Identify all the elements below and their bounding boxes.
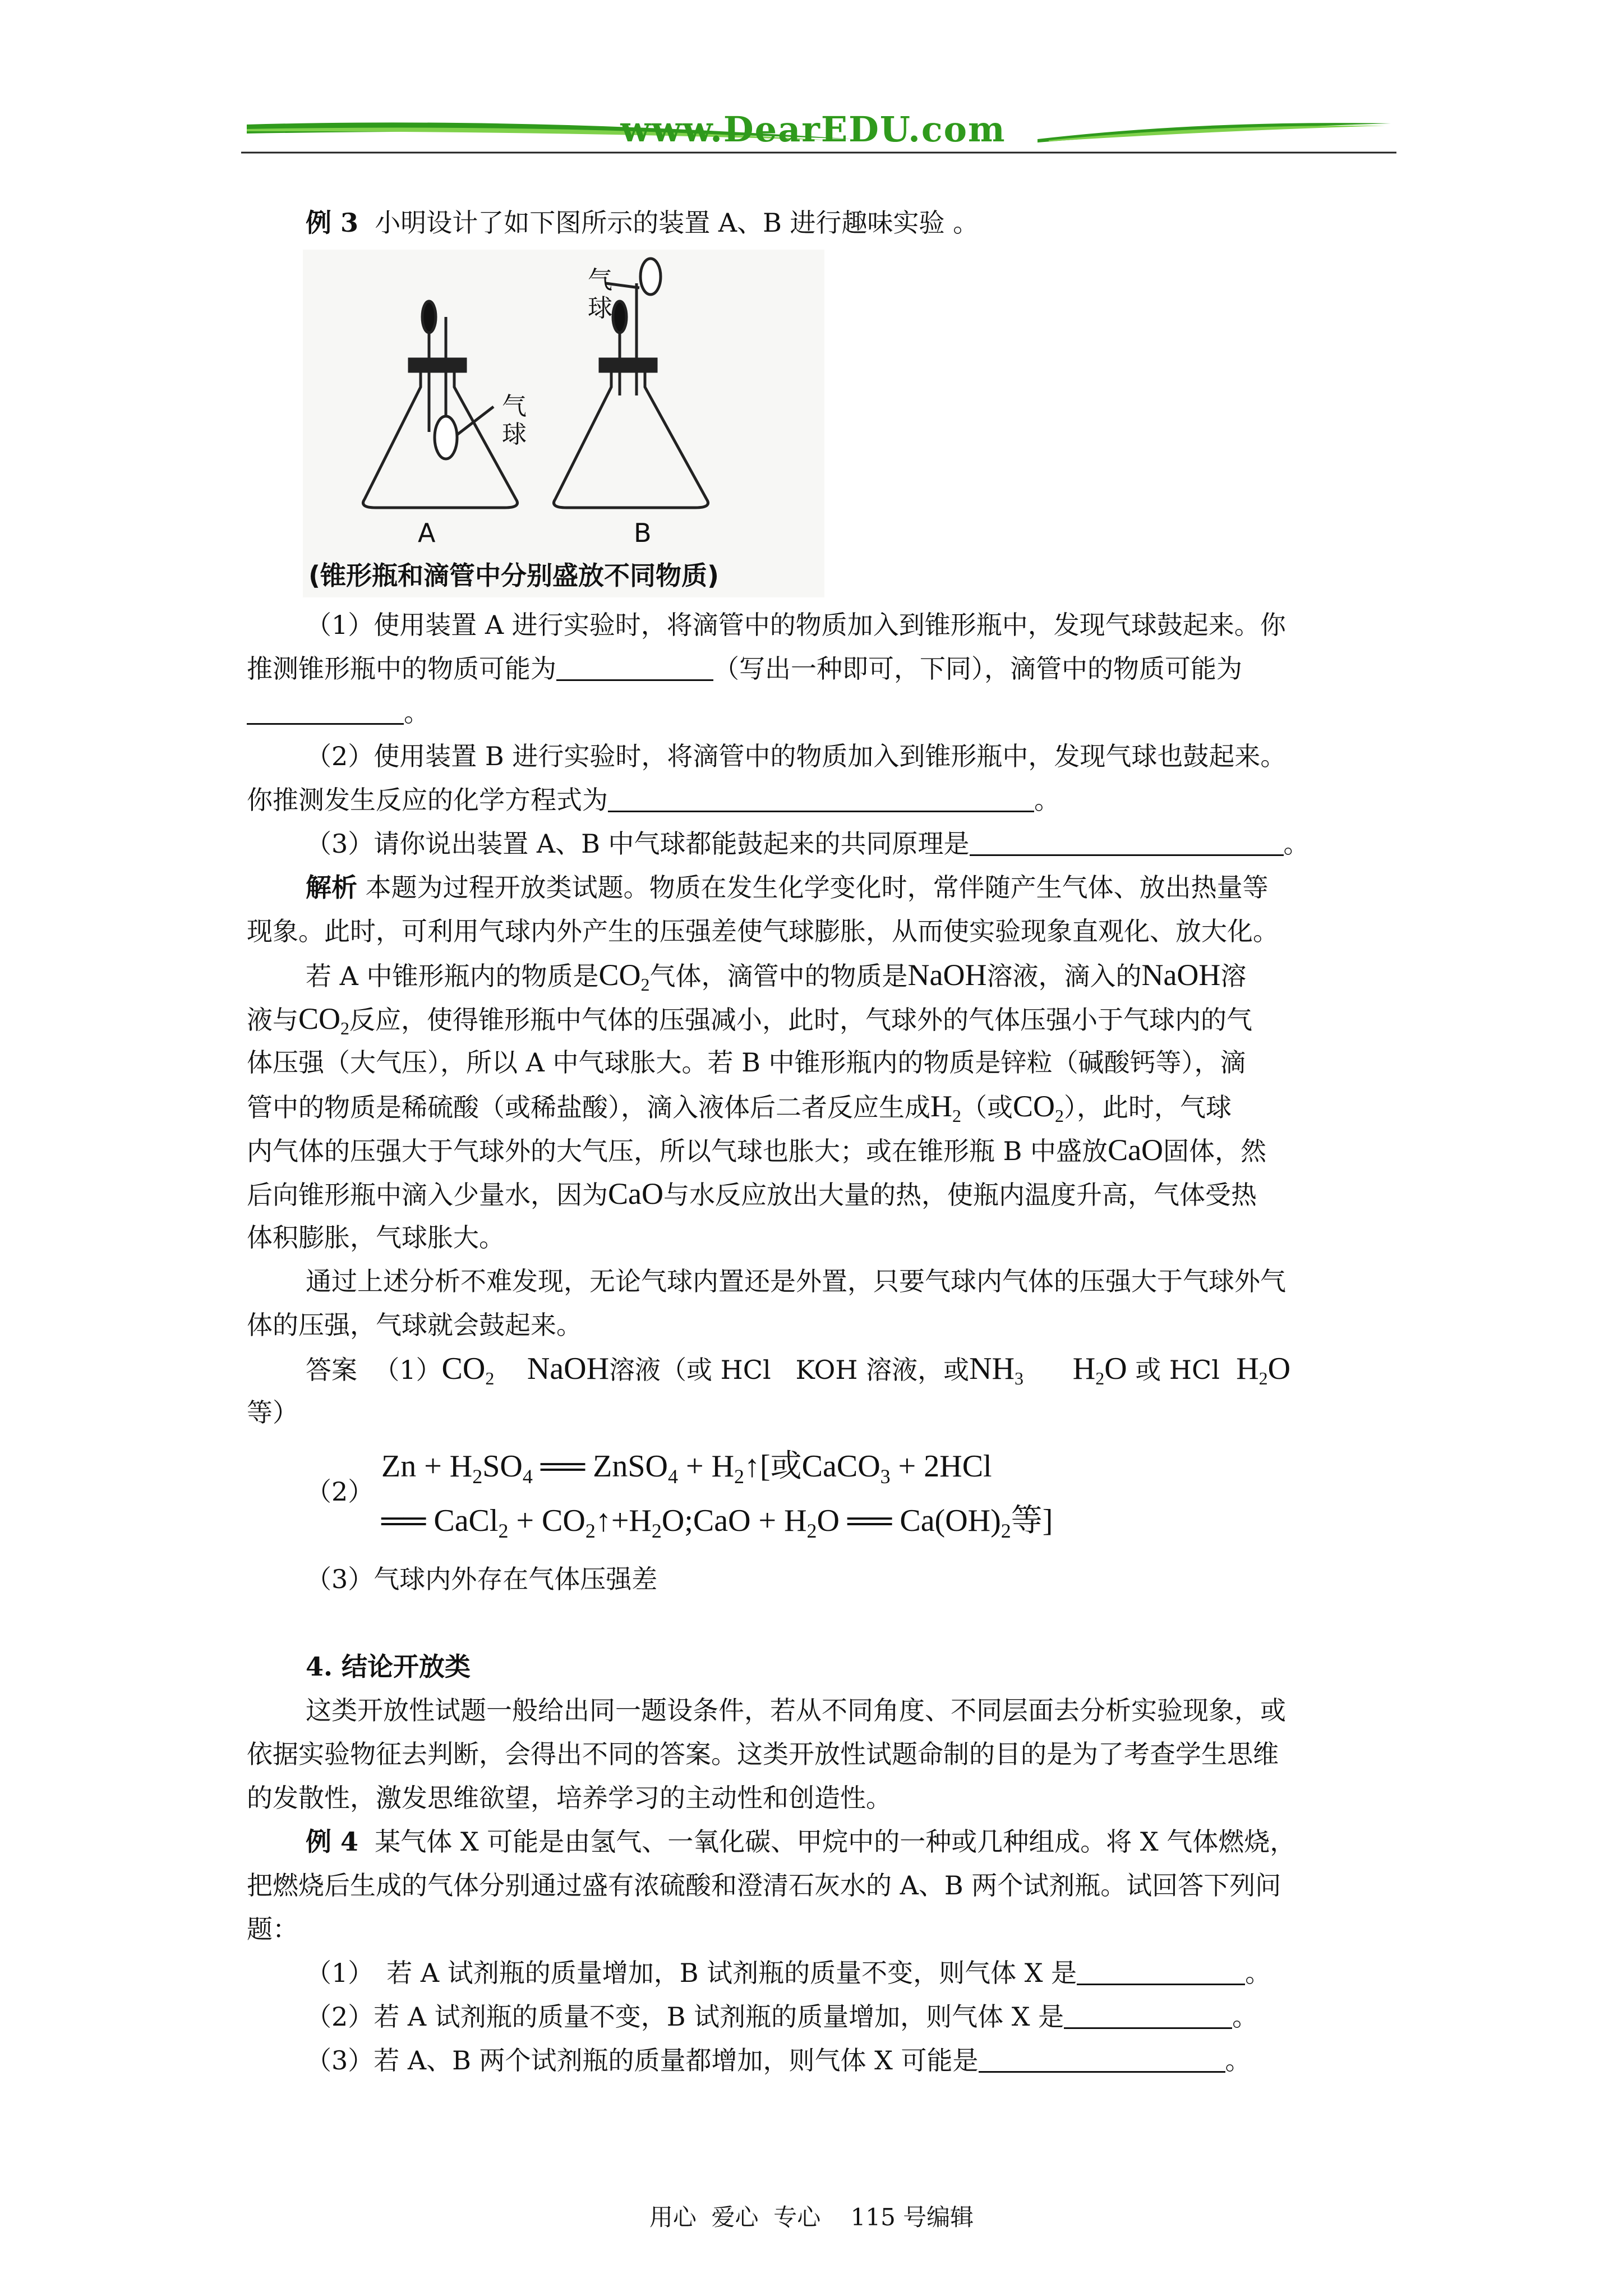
answer-blank[interactable] xyxy=(1077,1954,1245,1985)
example4-q1: （1） 若 A 试剂瓶的质量增加，B 试剂瓶的质量不变，则气体 X 是 。 xyxy=(306,1951,1271,1995)
answer-line1-end: 等） xyxy=(247,1397,298,1428)
figure-caption: (锥形瓶和滴管中分别盛放不同物质) xyxy=(308,560,720,591)
section4-line2: 依据实验物征去判断，会得出不同的答案。这类开放性试题命制的目的是为了考查学生思维 xyxy=(247,1739,1279,1769)
example3-q1-line2: 推测锥形瓶中的物质可能为 （写出一种即可，下同），滴管中的物质可能为 xyxy=(247,647,1242,691)
analysis-line4: 液与$CO_2$反应，使得锥形瓶中气体的压强减小，此时，气球外的气体压强小于气球内的气 xyxy=(247,1002,1253,1038)
analysis-line1: 解析 本题为过程开放类试题。物质在发生化学变化时，常伴随产生气体、放出热量等 xyxy=(306,872,1269,903)
flask-b-label: B xyxy=(634,518,652,548)
answer-blank[interactable] xyxy=(970,825,1284,856)
example4-q2: （2）若 A 试剂瓶的质量不变，B 试剂瓶的质量增加，则气体 X 是 。 xyxy=(306,1995,1258,2039)
example4-line2: 把燃烧后生成的气体分别通过盛有浓硫酸和澄清石灰水的 A、B 两个试剂瓶。试回答下列问 xyxy=(247,1870,1281,1901)
section4-line1: 这类开放性试题一般给出同一题设条件，若从不同角度、不同层面去分析实验现象，或 xyxy=(306,1695,1286,1726)
analysis-line7: 内气体的压强大于气球外的大气压，所以气球也胀大；或在锥形瓶 B 中盛放CaO固体，然 xyxy=(247,1133,1267,1167)
answer-line1: 答案 $(1)CO_2$ NaOH溶液（或 HCl KOH 溶液，或$NH_3$ $H_2O$ 或 HCl $H_2O$ xyxy=(306,1351,1291,1388)
answer-blank[interactable] xyxy=(608,781,1034,812)
site-title: www.DearEDU.com xyxy=(620,109,1006,150)
page-footer: 用心 爱心 专心 115 号编辑 xyxy=(649,2203,974,2231)
analysis-line2: 现象。此时，可利用气球内外产生的压强差使气球膨胀，从而使实验现象直观化、放大化。 xyxy=(247,916,1279,946)
example4-line3: 题： xyxy=(247,1914,298,1944)
analysis-line10: 通过上述分析不难发现，无论气球内置还是外置，只要气球内气体的压强大于气球外气 xyxy=(306,1266,1286,1296)
example3-q1-line1: （1）使用装置 A 进行实验时，将滴管中的物质加入到锥形瓶中，发现气球鼓起来。你 xyxy=(306,610,1286,640)
answer-2-prefix: （2） xyxy=(306,1476,374,1507)
example3-q3: （3）请你说出装置 A、B 中气球都能鼓起来的共同原理是 。 xyxy=(306,822,1310,866)
analysis-line5: 体压强（大气压），所以 A 中气球胀大。若 B 中锥形瓶内的物质是锌粒（碱酸钙等），滴 xyxy=(247,1047,1246,1078)
analysis-line3: 若 A 中锥形瓶内的物质是$CO_2$气体，滴管中的物质是NaOH溶液，滴入的NaOH溶 xyxy=(306,958,1247,995)
example3-q1-line3: 。 xyxy=(247,691,430,734)
example4-line1: 例 4 某气体 X 可能是由氢气、一氧化碳、甲烷中的一种或几种组成。将 X 气体燃烧， xyxy=(306,1826,1296,1857)
example3-q2-line2: 你推测发生反应的化学方程式为 。 xyxy=(247,778,1060,822)
equation-line2: ══ CaCl$_2$ + $CO_2↑+H_2O;CaO + H_2O$ ══ $Ca(OH)_2$等] xyxy=(381,1503,1053,1542)
apparatus-figure xyxy=(303,250,824,597)
answer-blank[interactable] xyxy=(247,694,404,725)
answer-blank[interactable] xyxy=(979,2042,1225,2073)
answer-blank[interactable] xyxy=(556,650,713,681)
balloon-label-b: 气球 xyxy=(588,266,612,323)
equation-line1: $Zn + H_2SO_4$ ══ ZnSO$_4$ + $H_2↑$[或CaCO$_3$ + 2HCl xyxy=(381,1449,992,1488)
section4-title: 4. 结论开放类 xyxy=(306,1651,471,1682)
analysis-line6: 管中的物质是稀硫酸（或稀盐酸），滴入液体后二者反应生成$H_2$（或$CO_2$），此时，气球 xyxy=(247,1089,1232,1126)
example3-intro: 例 3 小明设计了如下图所示的装置 A、B 进行趣味实验 。 xyxy=(306,208,979,238)
flask-diagram xyxy=(303,250,824,597)
balloon-label-a: 气球 xyxy=(502,392,527,449)
answer-line3: （3）气球内外存在气体压强差 xyxy=(306,1564,658,1594)
analysis-line8: 后向锥形瓶中滴入少量水，因为CaO与水反应放出大量的热，使瓶内温度升高，气体受热 xyxy=(247,1177,1257,1211)
example3-q2-line1: （2）使用装置 B 进行实验时，将滴管中的物质加入到锥形瓶中，发现气球也鼓起来。 xyxy=(306,741,1287,771)
analysis-line9: 体积膨胀，气球胀大。 xyxy=(247,1222,505,1253)
analysis-line11: 体的压强，气球就会鼓起来。 xyxy=(247,1310,582,1340)
header-banner xyxy=(241,107,1396,168)
example4-q3: （3）若 A、B 两个试剂瓶的质量都增加，则气体 X 可能是 。 xyxy=(306,2039,1251,2082)
section4-line3: 的发散性，激发思维欲望，培养学习的主动性和创造性。 xyxy=(247,1783,892,1813)
answer-blank[interactable] xyxy=(1064,1998,1232,2029)
flask-a-label: A xyxy=(418,518,436,548)
